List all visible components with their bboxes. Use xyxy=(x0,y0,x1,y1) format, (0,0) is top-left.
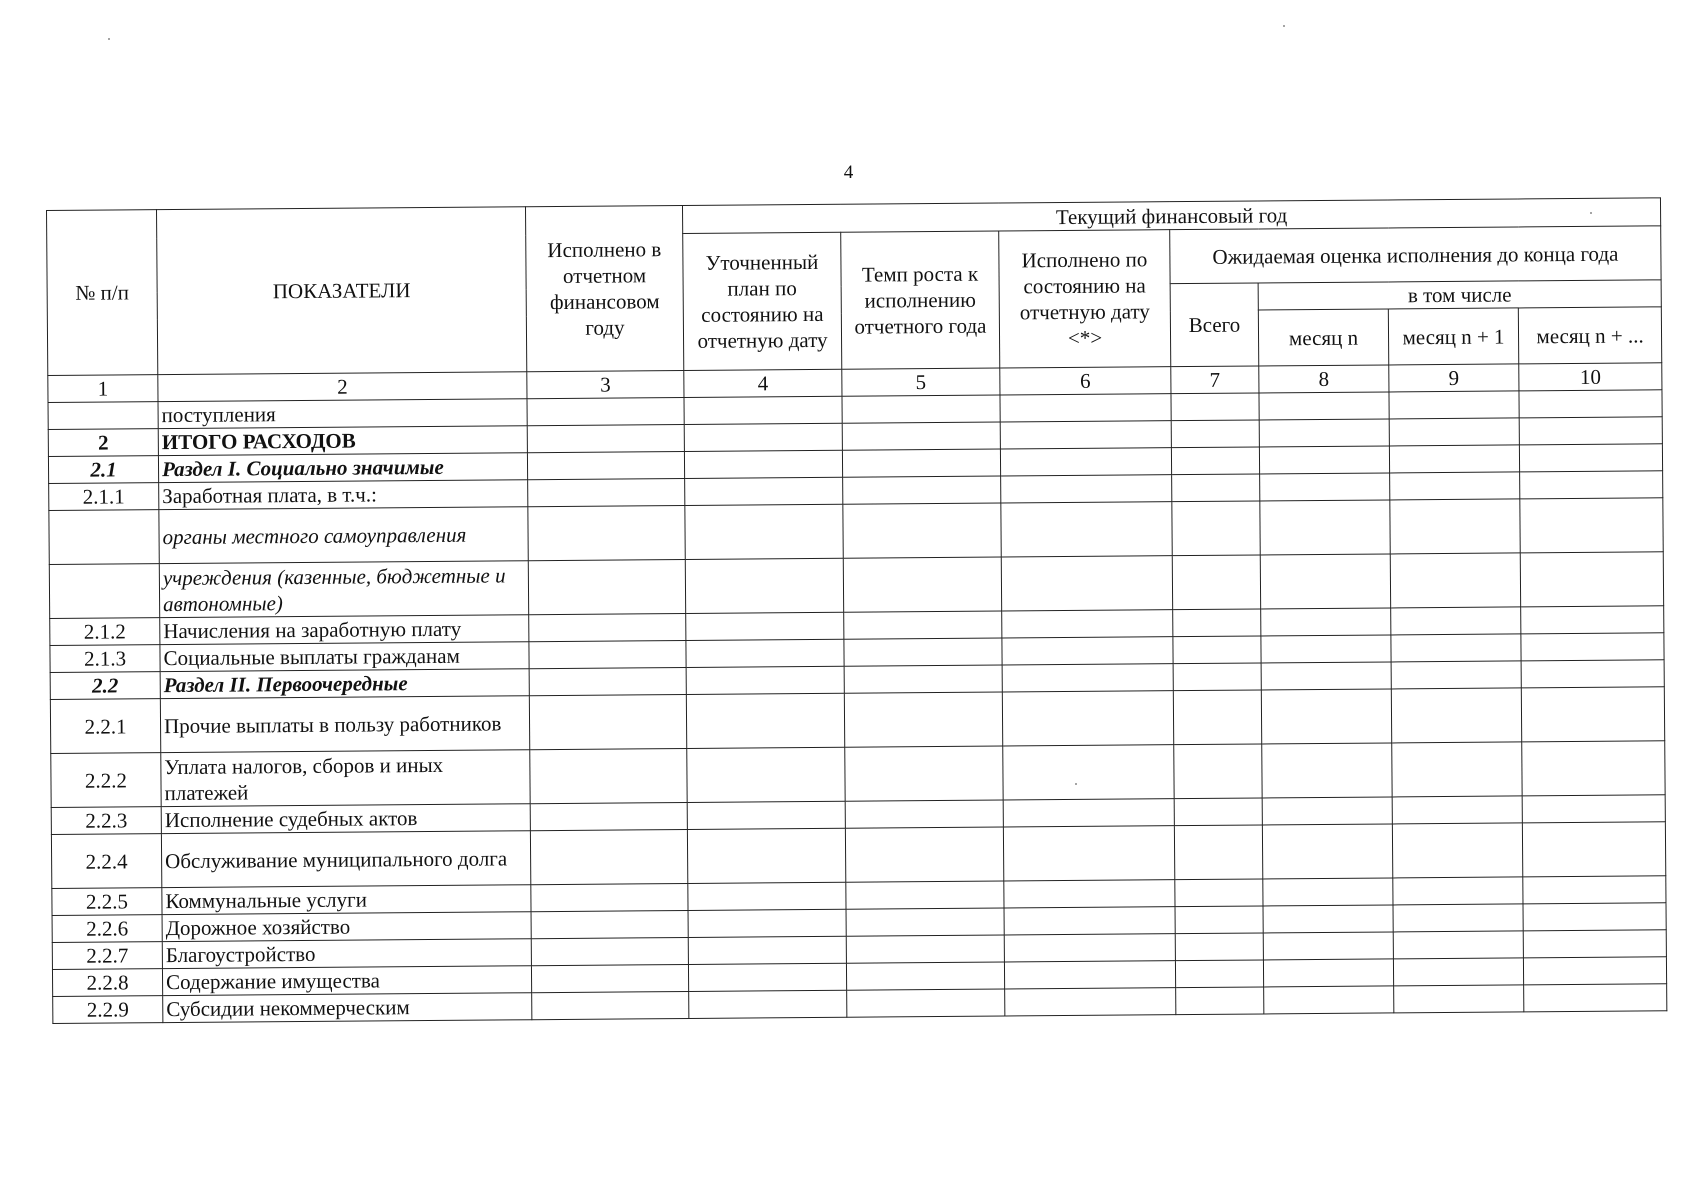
value-cell[interactable] xyxy=(845,800,1003,828)
column-number: 8 xyxy=(1259,365,1389,393)
row-indicator-name: ИТОГО РАСХОДОВ xyxy=(158,426,527,456)
value-cell[interactable] xyxy=(1004,907,1175,935)
value-cell[interactable] xyxy=(1262,824,1392,879)
row-number: 2.2.6 xyxy=(52,915,162,943)
value-cell[interactable] xyxy=(1392,823,1522,878)
row-number: 2.2.1 xyxy=(50,699,160,754)
header-growth-rate: Темп роста к исполнению отчетного года xyxy=(841,231,1000,369)
value-cell[interactable] xyxy=(1260,473,1390,501)
row-number: 2.1.3 xyxy=(50,645,160,673)
value-cell[interactable] xyxy=(687,801,845,829)
row-number: 2.2.7 xyxy=(52,942,162,970)
value-cell[interactable] xyxy=(688,963,846,991)
value-cell[interactable] xyxy=(685,504,843,559)
column-number: 1 xyxy=(48,375,158,403)
value-cell[interactable] xyxy=(1519,444,1662,472)
value-cell[interactable] xyxy=(1003,799,1174,827)
value-cell[interactable] xyxy=(1173,609,1261,637)
row-indicator-name: Заработная плата, в т.ч.: xyxy=(159,480,528,510)
value-cell[interactable] xyxy=(1000,394,1171,422)
value-cell[interactable] xyxy=(844,665,1002,693)
value-cell[interactable] xyxy=(1391,688,1521,743)
value-cell[interactable] xyxy=(1390,472,1520,500)
value-cell[interactable] xyxy=(1002,691,1173,746)
value-cell[interactable] xyxy=(688,936,846,964)
header-total: Всего xyxy=(1170,283,1259,367)
value-cell[interactable] xyxy=(684,396,842,424)
row-indicator-name: учреждения (казенные, бюджетные и автономные) xyxy=(159,561,528,618)
value-cell[interactable] xyxy=(527,424,684,452)
value-cell[interactable] xyxy=(688,909,846,937)
row-indicator-name: Прочие выплаты в пользу работников xyxy=(160,696,529,753)
value-cell[interactable] xyxy=(532,991,689,1019)
row-indicator-name: Содержание имущества xyxy=(162,966,531,996)
value-cell[interactable] xyxy=(1391,661,1521,689)
row-indicator-name: Коммунальные услуги xyxy=(162,885,531,915)
row-number: 2.2.9 xyxy=(53,996,163,1024)
value-cell[interactable] xyxy=(1520,498,1664,553)
value-cell[interactable] xyxy=(529,667,686,695)
value-cell[interactable] xyxy=(1261,608,1391,636)
value-cell[interactable] xyxy=(1263,905,1393,933)
value-cell[interactable] xyxy=(843,476,1001,504)
value-cell[interactable] xyxy=(1519,390,1662,418)
value-cell[interactable] xyxy=(1389,391,1519,419)
row-indicator-name: Обслуживание муниципального долга xyxy=(161,831,530,888)
header-expected-estimate: Ожидаемая оценка исполнения до конца года xyxy=(1170,226,1662,284)
row-number: 2.1.1 xyxy=(49,483,159,511)
value-cell[interactable] xyxy=(1004,880,1175,908)
value-cell[interactable] xyxy=(684,450,842,478)
value-cell[interactable] xyxy=(846,881,1004,909)
value-cell[interactable] xyxy=(1174,798,1262,826)
value-cell[interactable] xyxy=(1261,635,1391,663)
value-cell[interactable] xyxy=(1390,553,1520,608)
row-number xyxy=(48,402,158,430)
value-cell[interactable] xyxy=(1391,634,1521,662)
value-cell[interactable] xyxy=(1000,421,1171,449)
value-cell[interactable] xyxy=(685,558,843,613)
value-cell[interactable] xyxy=(1262,797,1392,825)
value-cell[interactable] xyxy=(846,908,1004,936)
value-cell[interactable] xyxy=(530,802,687,830)
column-number: 10 xyxy=(1519,363,1662,391)
value-cell[interactable] xyxy=(686,612,844,640)
value-cell[interactable] xyxy=(1264,986,1394,1014)
row-indicator-name: Благоустройство xyxy=(162,939,531,969)
value-cell[interactable] xyxy=(1002,637,1173,665)
value-cell[interactable] xyxy=(1259,392,1389,420)
value-cell[interactable] xyxy=(531,964,688,992)
value-cell[interactable] xyxy=(1521,606,1664,634)
value-cell[interactable] xyxy=(528,559,685,614)
row-indicator-name: Дорожное хозяйство xyxy=(162,912,531,942)
value-cell[interactable] xyxy=(1259,446,1389,474)
value-cell[interactable] xyxy=(843,557,1001,612)
header-month-n: месяц n xyxy=(1258,309,1388,366)
value-cell[interactable] xyxy=(847,989,1005,1017)
value-cell[interactable] xyxy=(842,449,1000,477)
value-cell[interactable] xyxy=(1393,904,1523,932)
value-cell[interactable] xyxy=(1389,445,1519,473)
row-indicator-name: Начисления на заработную плату xyxy=(160,615,529,645)
value-cell[interactable] xyxy=(1260,554,1390,609)
row-number: 2.2.2 xyxy=(51,753,161,808)
value-cell[interactable] xyxy=(527,397,684,425)
header-including: в том числе xyxy=(1258,280,1661,310)
value-cell[interactable] xyxy=(846,935,1004,963)
value-cell[interactable] xyxy=(1261,689,1391,744)
value-cell[interactable] xyxy=(686,639,844,667)
row-indicator-name: Исполнение судебных актов xyxy=(161,804,530,834)
value-cell[interactable] xyxy=(1001,556,1172,611)
report-sheet xyxy=(46,197,1667,1024)
value-cell[interactable] xyxy=(1173,636,1261,664)
row-number xyxy=(49,564,159,619)
value-cell[interactable] xyxy=(1524,984,1667,1012)
header-executed-prev-year: Исполнено в отчетном финансовом году xyxy=(525,206,683,372)
value-cell[interactable] xyxy=(842,422,1000,450)
value-cell[interactable] xyxy=(1523,876,1666,904)
value-cell[interactable] xyxy=(1522,822,1666,877)
row-indicator-name: Раздел I. Социально значимые xyxy=(158,453,527,483)
row-indicator-name: Раздел II. Первоочередные xyxy=(160,669,529,699)
column-number: 4 xyxy=(684,369,842,397)
value-cell[interactable] xyxy=(688,882,846,910)
value-cell[interactable] xyxy=(687,828,845,883)
value-cell[interactable] xyxy=(531,883,688,911)
value-cell[interactable] xyxy=(1174,825,1262,880)
value-cell[interactable] xyxy=(1263,932,1393,960)
value-cell[interactable] xyxy=(689,990,847,1018)
value-cell[interactable] xyxy=(1394,985,1524,1013)
value-cell[interactable] xyxy=(1004,961,1175,989)
header-num: № п/п xyxy=(47,210,158,376)
row-number: 2.2.4 xyxy=(51,834,161,889)
value-cell[interactable] xyxy=(1005,988,1176,1016)
value-cell[interactable] xyxy=(1174,744,1262,799)
row-indicator-name: Субсидии некоммерческим xyxy=(163,993,532,1023)
value-cell[interactable] xyxy=(684,423,842,451)
value-cell[interactable] xyxy=(1261,662,1391,690)
row-indicator-name: Уплата налогов, сборов и иных платежей xyxy=(161,750,530,807)
column-number: 9 xyxy=(1389,364,1519,392)
value-cell[interactable] xyxy=(1393,958,1523,986)
value-cell[interactable] xyxy=(1263,878,1393,906)
value-cell[interactable] xyxy=(687,747,845,802)
value-cell[interactable] xyxy=(1521,687,1665,742)
value-cell[interactable] xyxy=(1521,633,1664,661)
value-cell[interactable] xyxy=(1002,664,1173,692)
value-cell[interactable] xyxy=(846,962,1004,990)
value-cell[interactable] xyxy=(1175,906,1263,934)
page-number: 4 xyxy=(843,162,854,183)
value-cell[interactable] xyxy=(527,451,684,479)
value-cell[interactable] xyxy=(1002,610,1173,638)
value-cell[interactable] xyxy=(845,746,1003,801)
row-indicator-name: Социальные выплаты гражданам xyxy=(160,642,529,672)
value-cell[interactable] xyxy=(1175,879,1263,907)
row-number: 2.2.3 xyxy=(51,807,161,835)
value-cell[interactable] xyxy=(1171,447,1259,475)
column-number: 7 xyxy=(1171,366,1259,394)
value-cell[interactable] xyxy=(1173,663,1261,691)
row-number: 2.1.2 xyxy=(50,618,160,646)
value-cell[interactable] xyxy=(1522,741,1666,796)
value-cell[interactable] xyxy=(531,910,688,938)
value-cell[interactable] xyxy=(1523,957,1666,985)
row-number xyxy=(49,510,159,565)
value-cell[interactable] xyxy=(1521,660,1664,688)
row-number: 2.1 xyxy=(48,456,158,484)
header-indicators: ПОКАЗАТЕЛИ xyxy=(157,207,527,375)
value-cell[interactable] xyxy=(1391,607,1521,635)
value-cell[interactable] xyxy=(529,613,686,641)
table-body xyxy=(48,390,1667,1024)
value-cell[interactable] xyxy=(844,638,1002,666)
value-cell[interactable] xyxy=(1519,417,1662,445)
header-refined-plan: Уточненный план по состоянию на отчетную дату xyxy=(683,232,842,370)
row-number: 2 xyxy=(48,429,158,457)
value-cell[interactable] xyxy=(686,693,844,748)
value-cell[interactable] xyxy=(1523,903,1666,931)
header-month-n-plus-more: месяц n + ... xyxy=(1518,307,1662,364)
value-cell[interactable] xyxy=(1393,877,1523,905)
value-cell[interactable] xyxy=(1171,393,1259,421)
value-cell[interactable] xyxy=(530,748,687,803)
value-cell[interactable] xyxy=(1262,743,1392,798)
value-cell[interactable] xyxy=(842,395,1000,423)
value-cell[interactable] xyxy=(1171,420,1259,448)
column-number: 3 xyxy=(527,370,684,398)
column-number: 5 xyxy=(842,368,1000,396)
value-cell[interactable] xyxy=(1393,931,1523,959)
value-cell[interactable] xyxy=(1001,475,1172,503)
value-cell[interactable] xyxy=(1003,745,1174,800)
value-cell[interactable] xyxy=(1176,987,1264,1015)
value-cell[interactable] xyxy=(1003,826,1174,881)
header-executed-current: Исполнено по состоянию на отчетную дату <*> xyxy=(999,230,1171,368)
row-number: 2.2 xyxy=(50,672,160,700)
row-indicator-name: поступления xyxy=(158,399,527,429)
value-cell[interactable] xyxy=(685,477,843,505)
expenditure-table xyxy=(46,197,1667,1024)
value-cell[interactable] xyxy=(1000,448,1171,476)
value-cell[interactable] xyxy=(844,692,1002,747)
value-cell[interactable] xyxy=(1172,501,1260,556)
header-current-year: Текущий финансовый год xyxy=(682,198,1660,234)
value-cell[interactable] xyxy=(528,478,685,506)
value-cell[interactable] xyxy=(1175,933,1263,961)
header-month-n-plus-1: месяц n + 1 xyxy=(1388,308,1518,365)
value-cell[interactable] xyxy=(1001,502,1172,557)
value-cell[interactable] xyxy=(845,827,1003,882)
column-number: 6 xyxy=(1000,367,1171,395)
row-indicator-name: органы местного самоуправления xyxy=(159,507,528,564)
value-cell[interactable] xyxy=(1390,499,1520,554)
value-cell[interactable] xyxy=(529,694,686,749)
row-number: 2.2.8 xyxy=(52,969,162,997)
row-number: 2.2.5 xyxy=(52,888,162,916)
value-cell[interactable] xyxy=(529,640,686,668)
value-cell[interactable] xyxy=(1175,960,1263,988)
value-cell[interactable] xyxy=(531,937,688,965)
value-cell[interactable] xyxy=(1520,471,1663,499)
column-number: 2 xyxy=(158,372,527,402)
value-cell[interactable] xyxy=(1004,934,1175,962)
value-cell[interactable] xyxy=(686,666,844,694)
value-cell[interactable] xyxy=(1392,742,1522,797)
value-cell[interactable] xyxy=(1520,552,1664,607)
value-cell[interactable] xyxy=(1173,690,1261,745)
value-cell[interactable] xyxy=(1392,796,1522,824)
value-cell[interactable] xyxy=(1389,418,1519,446)
value-cell[interactable] xyxy=(844,611,1002,639)
value-cell[interactable] xyxy=(843,503,1001,558)
value-cell[interactable] xyxy=(1259,419,1389,447)
value-cell[interactable] xyxy=(530,829,687,884)
value-cell[interactable] xyxy=(1172,474,1260,502)
value-cell[interactable] xyxy=(1263,959,1393,987)
value-cell[interactable] xyxy=(1523,930,1666,958)
value-cell[interactable] xyxy=(528,505,685,560)
value-cell[interactable] xyxy=(1522,795,1665,823)
value-cell[interactable] xyxy=(1172,555,1260,610)
value-cell[interactable] xyxy=(1260,500,1390,555)
